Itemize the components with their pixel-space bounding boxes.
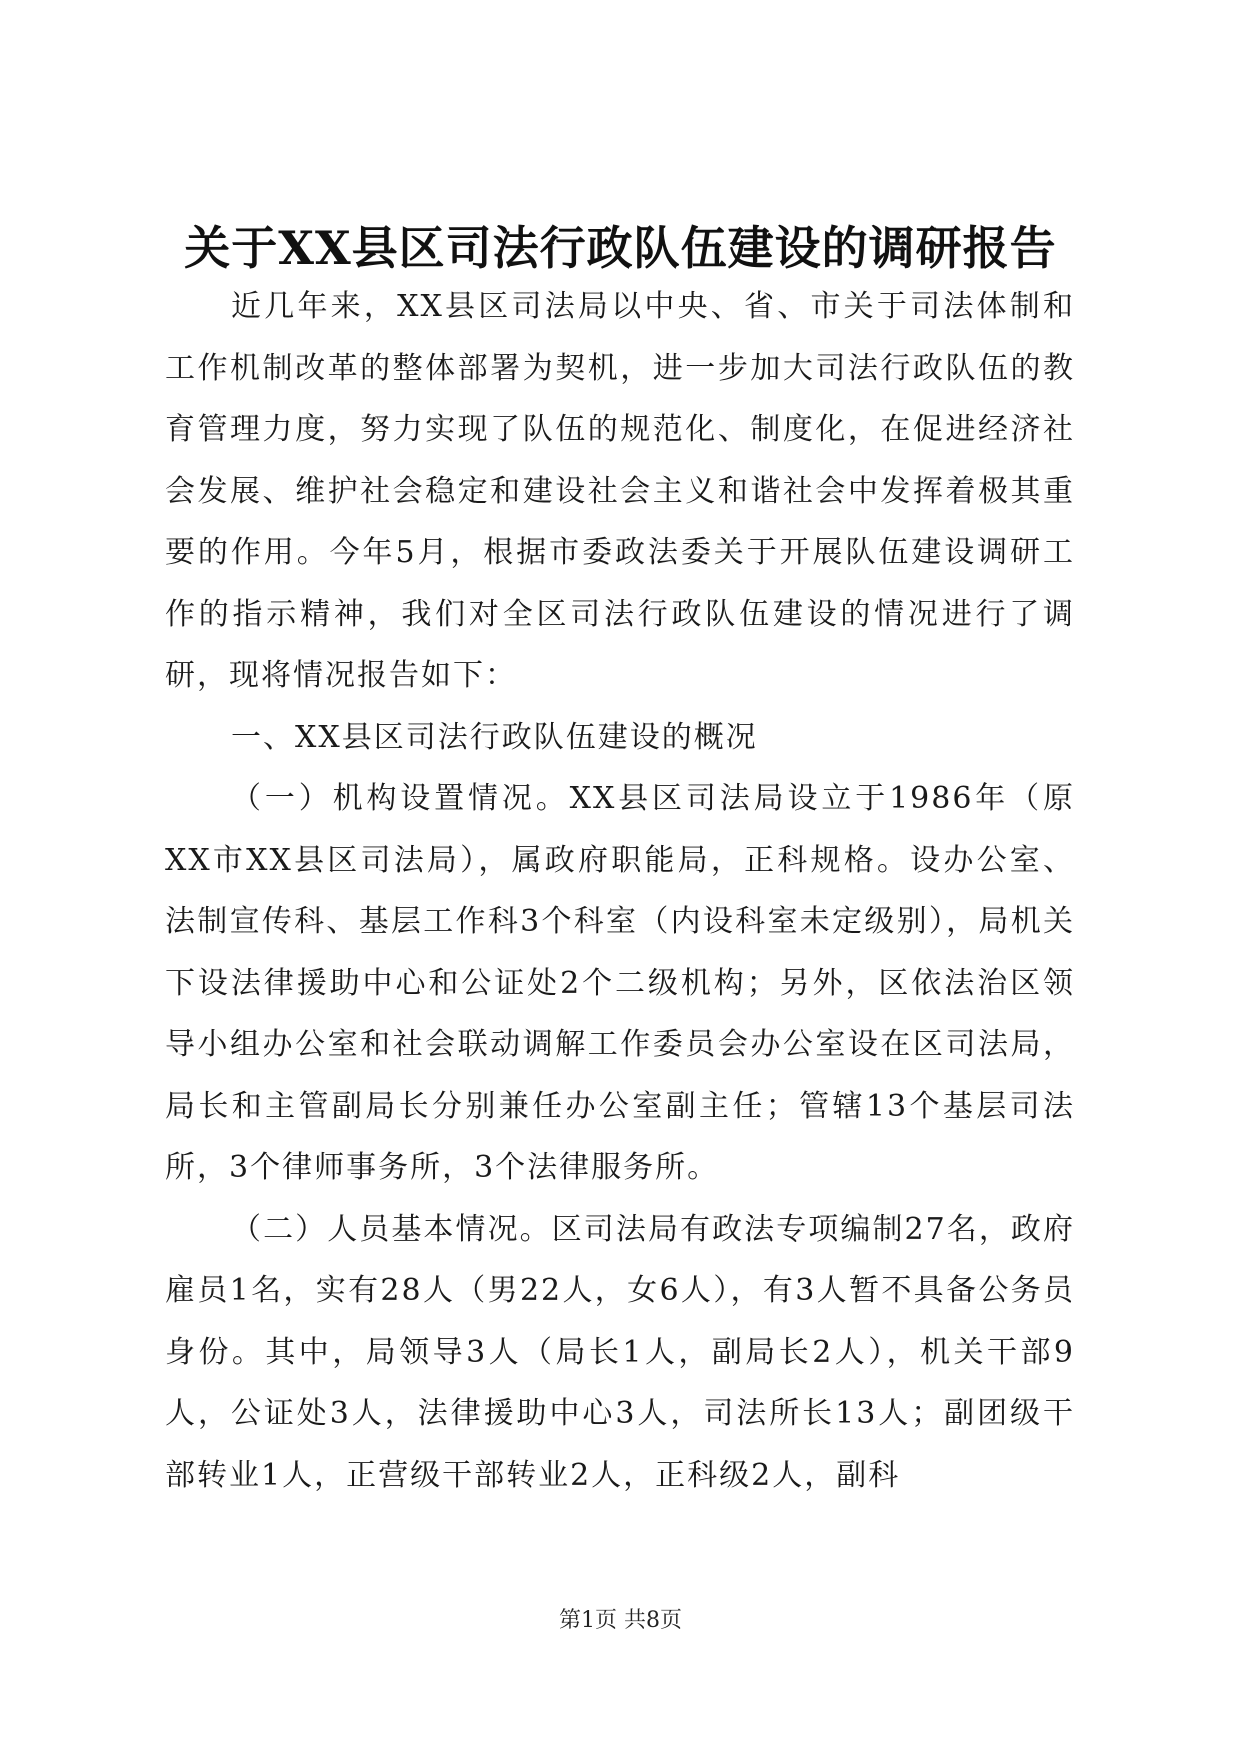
org-setup-paragraph: （一）机构设置情况。XX县区司法局设立于1986年（原XX市XX县区司法局），属政府职能局，正科规格。设办公室、法制宣传科、基层工作科3个科室（内设科室未定级别），局机关下设法律援助中心和公证处2个二级机构；另外，区依法治区领导小组办公室和社会联动调解工作委员会办公室设在区司法局，局长和主管副局长分别兼任办公室副主任；管辖13个基层司法所，3个律师事务所，3个法律服务所。: [165, 781, 1075, 1185]
staff-paragraph: （二）人员基本情况。区司法局有政法专项编制27名，政府雇员1名，实有28人（男22人，女6人），有3人暂不具备公务员身份。其中，局领导3人（局长1人，副局长2人），机关干部9人，公证处3人，法律援助中心3人，司法所长13人；副团级干部转业1人，正营级干部转业2人，正科级2人，副科: [165, 1211, 1075, 1493]
document-title: 关于XX县区司法行政队伍建设的调研报告: [184, 221, 1057, 275]
document-body: [165, 276, 1075, 1506]
section-heading: 一、XX县区司法行政队伍建设的概况: [231, 719, 758, 755]
page-number-footer: 第1页 共8页: [559, 1608, 682, 1633]
intro-paragraph: 近几年来，XX县区司法局以中央、省、市关于司法体制和工作机制改革的整体部署为契机，进一步加大司法行政队伍的教育管理力度，努力实现了队伍的规范化、制度化，在促进经济社会发展、维护社会稳定和建设社会主义和谐社会中发挥着极其重要的作用。今年5月，根据市委政法委关于开展队伍建设调研工作的指示精神，我们对全区司法行政队伍建设的情况进行了调研，现将情况报告如下：: [165, 289, 1075, 693]
